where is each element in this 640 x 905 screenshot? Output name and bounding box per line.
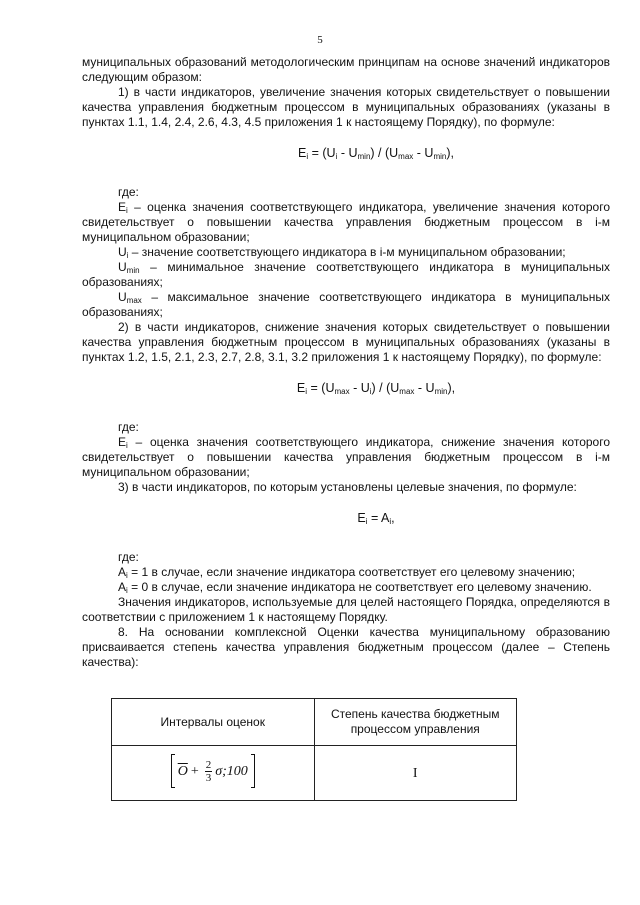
where-label: где: [118, 420, 139, 434]
table-header-row [112, 699, 517, 746]
definition-umin: $U_{min}$ – минимальное значение соответствующего индикатора в муниципальных образованиях; [82, 260, 610, 289]
formula-target: $E_i = A_i$, [357, 511, 395, 526]
paragraph-item-8: 8. На основании комплексной Оценки качества муниципальному образованию присваивается степень качества управления бюджетным процессом (далее – Степень качества): [82, 625, 610, 669]
where-label: где: [118, 550, 139, 564]
mean-symbol: $\overline{O}$ [177, 763, 188, 779]
degree-value: I [412, 765, 418, 781]
paragraph-item-3: 3) в части индикаторов, по которым установлены целевые значения, по формуле: [118, 480, 577, 494]
definition-u: $U_i$ – значение соответствующего индикатора в i-м муниципальном образовании; [118, 245, 566, 260]
fraction-two-thirds [205, 759, 213, 784]
sigma-term: σ;100 [215, 763, 248, 779]
fraction-denominator: 3 [205, 771, 212, 784]
page-number: 5 [317, 34, 323, 46]
formula-increase: $E_i = (U_i - U_{min}) / (U_{max} - U_{min})$, [298, 146, 454, 161]
left-bracket [171, 754, 175, 788]
header-degree: Степень качества бюджетным процессом управления [314, 699, 517, 746]
document-body [82, 55, 610, 670]
definition-a-one: $A_i = 1$ в случае, если значение индикатора соответствует его целевому значению; [118, 565, 576, 580]
paragraph-indicator-values: Значения индикаторов, используемые для целей настоящего Порядка, определяются в соответствии с приложением 1 к настоящему Порядку. [82, 595, 610, 624]
definition-umax: $U_{max}$ – максимальное значение соответствующего индикатора в муниципальных образованиях; [82, 290, 610, 319]
formula-decrease: $E_i = (U_{max} - U_i) / (U_{max} - U_{min})$, [296, 381, 456, 396]
interval-formula [171, 754, 255, 788]
fraction-numerator: 2 [205, 758, 212, 771]
plus-sign: + [190, 763, 199, 779]
quality-degree-table [111, 698, 517, 801]
definition-e-increase: $E_i$ – оценка значения соответствующего индикатора, увеличение значения которого свидетельствует о повышении качества управления бюджетным процессом в i-м муниципальном образовании; [82, 200, 610, 244]
header-intervals: Интервалы оценок [112, 699, 315, 746]
where-label: где: [118, 185, 139, 199]
paragraph-item-1: 1) в части индикаторов, увеличение значения которых свидетельствует о повышении качества управления бюджетным процессом в муниципальных образованиях (указаны в пунктах 1.1, 1.4, 2.4, 2.6, 4.3, 4.5 приложения 1 к настоящему Порядку), по формуле: [82, 85, 610, 129]
degree-cell [314, 746, 517, 801]
table-row [112, 746, 517, 801]
right-bracket [251, 754, 255, 788]
paragraph-item-2: 2) в части индикаторов, снижение значения которых свидетельствует о повышении качества управления бюджетным процессом в муниципальных образованиях (указаны в пунктах 1.2, 1.5, 2.1, 2.3, 2.7, 2.8, 3.1, 3.2 приложения 1 к настоящему Порядку), по формуле: [82, 320, 610, 364]
interval-cell [112, 746, 315, 801]
definition-a-zero: $A_i = 0$ в случае, если значение индикатора не соответствует его целевому значению. [118, 580, 592, 595]
definition-e-decrease: $E_i$ – оценка значения соответствующего индикатора, снижение значения которого свидетельствует о повышении качества управления бюджетным процессом в i-м муниципальном образовании; [82, 435, 610, 479]
paragraph-intro: муниципальных образований методологическим принципам на основе значений индикаторов следующим образом: [82, 55, 610, 84]
